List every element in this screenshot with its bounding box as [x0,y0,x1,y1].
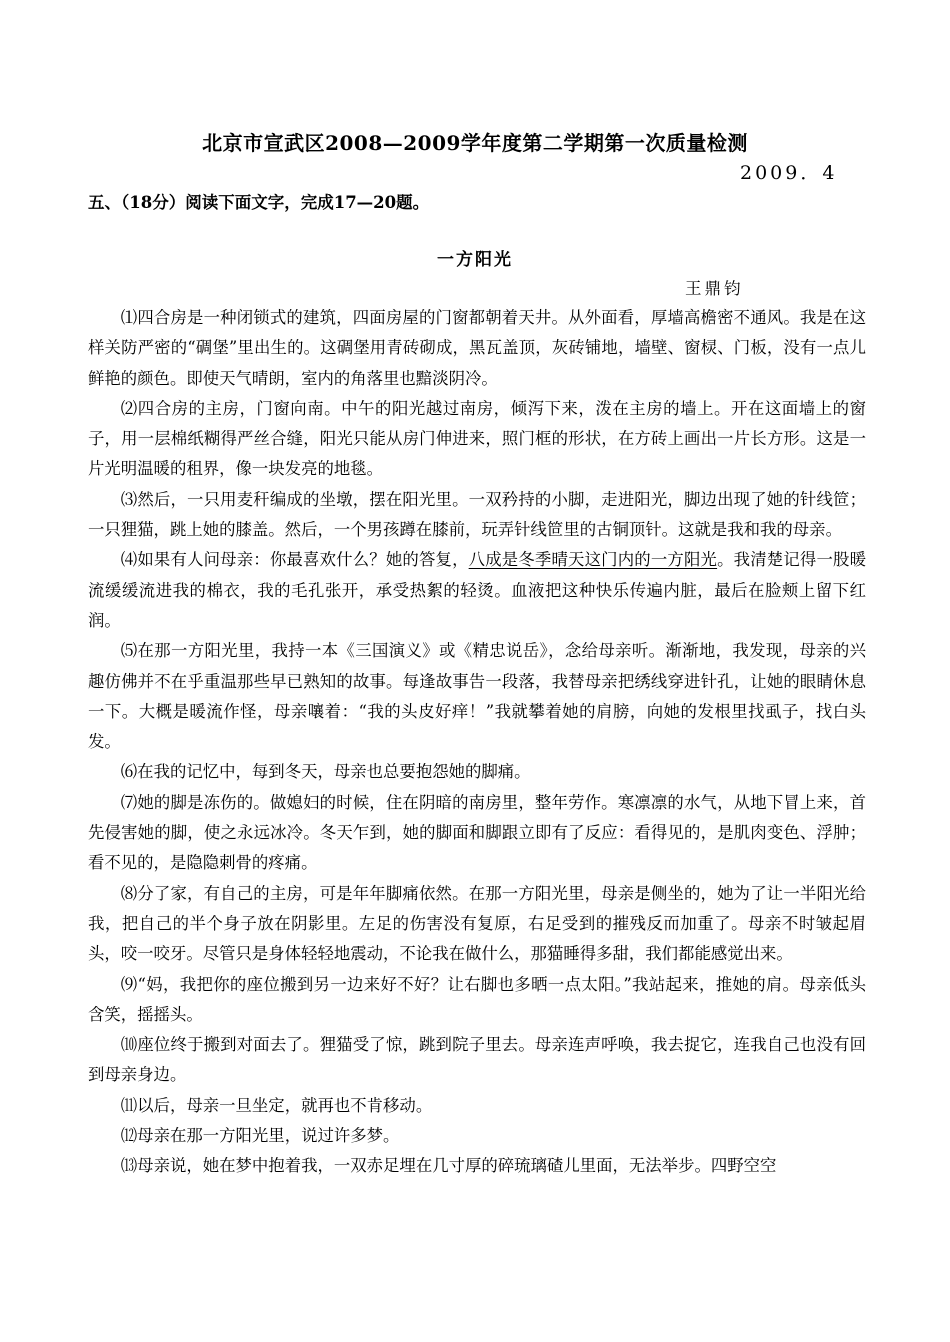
essay-body [88,303,866,1182]
paragraph-7: ⑺她的脚是冻伤的。做媳妇的时候，住在阴暗的南房里，整年劳作。寒凛凛的水气，从地下冒上来，首先侵害她的脚，使之永远冰冷。冬天乍到，她的脚面和脚跟立即有了反应：看得见的，是肌肉变色、浮肿；看不见的，是隐隐刺骨的疼痛。 [88,792,866,873]
paragraph-11: ⑾以后，母亲一旦坐定，就再也不肯移动。 [120,1095,433,1115]
paragraph-4-before: ⑷如果有人问母亲：你最喜欢什么？她的答复， [120,550,469,570]
section-heading: 五、（18分）阅读下面文字，完成17—20题。 [88,193,430,212]
paragraph-6: ⑹在我的记忆中，每到冬天，母亲也总要抱怨她的脚痛。 [120,762,531,782]
document-date: 2009．4 [740,162,838,184]
essay-title: 一方阳光 [437,250,513,270]
underlined-phrase: 八成是冬季晴天这门内的一方阳光 [468,550,718,570]
paragraph-12: ⑿母亲在那一方阳光里，说过许多梦。 [120,1126,400,1146]
paragraph-4 [88,545,866,636]
paragraph-5: ⑸在那一方阳光里，我持一本《三国演义》或《精忠说岳》，念给母亲听。渐渐地，我发现，母亲的兴趣仿佛并不在乎重温那些早已熟知的故事。每逢故事告一段落，我替母亲把绣线穿进针孔，让她的眼睛休息一下。大概是暖流作怪，母亲嚷着：“我的头皮好痒！”我就攀着她的肩膀，向她的发根里找虱子，找白头发。 [88,641,866,752]
paragraph-4-after: 。我清楚记得一股暖流缓缓流进我的棉衣，我的毛孔张开，承受热絮的轻烫。血液把这种快乐传遍内脏，最后在脸颊上留下红润。 [88,550,867,630]
paragraph-13: ⒀母亲说，她在梦中抱着我，一双赤足埋在几寸厚的碎琉璃碴儿里面，无法举步。四野空空 [120,1156,777,1176]
paragraph-10: ⑽座位终于搬到对面去了。狸猫受了惊，跳到院子里去。母亲连声呼唤，我去捉它，连我自己也没有回到母亲身边。 [88,1035,866,1085]
document-title: 北京市宣武区2008—2009学年度第二学期第一次质量检测 [202,131,748,155]
paragraph-8: ⑻分了家，有自己的主房，可是年年脚痛依然。在那一方阳光里，母亲是侧坐的，她为了让一半阳光给我，把自己的半个身子放在阴影里。左足的伤害没有复原，右足受到的摧残反而加重了。母亲不时皱起眉头，咬一咬牙。尽管只是身体轻轻地震动，不论我在做什么，那猫睡得多甜，我们都能感觉出来。 [88,883,866,964]
paragraph-3: ⑶然后，一只用麦秆编成的坐墩，摆在阳光里。一双矜持的小脚，走进阳光，脚边出现了她的针线笸；一只狸猫，跳上她的膝盖。然后，一个男孩蹲在膝前，玩弄针线笸里的古铜顶针。这就是我和我的母亲。 [88,489,866,540]
paragraph-9: ⑼“妈，我把你的座位搬到另一边来好不好？让右脚也多晒一点太阳。”我站起来，推她的肩。母亲低头含笑，摇摇头。 [88,974,866,1024]
paragraph-1: ⑴四合房是一种闭锁式的建筑，四面房屋的门窗都朝着天井。从外面看，厚墙高檐密不通风。我是在这样关防严密的“碉堡”里出生的。这碉堡用青砖砌成，黑瓦盖顶，灰砖铺地，墙壁、窗棂、门板，没有一点儿鲜艳的颜色。即使天气晴朗，室内的角落里也黯淡阴冷。 [88,308,866,388]
paragraph-2: ⑵四合房的主房，门窗向南。中午的阳光越过南房，倾泻下来，泼在主房的墙上。开在这面墙上的窗子，用一层棉纸糊得严丝合缝，阳光只能从房门伸进来，照门框的形状，在方砖上画出一片长方形。这是一片光明温暖的租界，像一块发亮的地毯。 [88,398,866,479]
essay-author: 王鼎钧 [685,279,744,298]
